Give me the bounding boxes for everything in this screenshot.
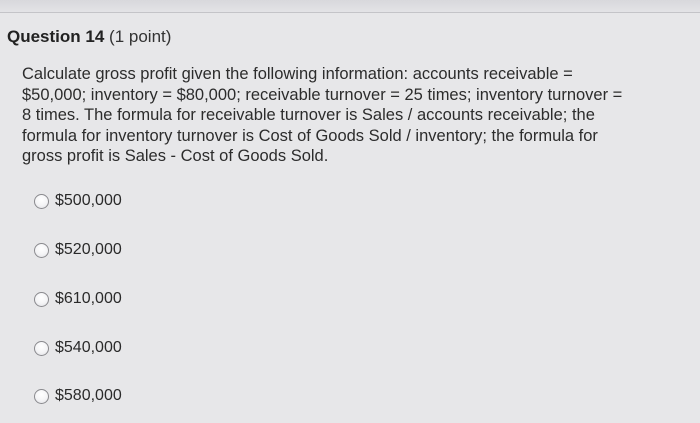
answer-option-label: $540,000 — [55, 339, 122, 356]
question-header — [7, 27, 171, 47]
radio-button[interactable] — [34, 341, 49, 356]
radio-button[interactable] — [34, 292, 49, 307]
answer-option-a[interactable] — [34, 190, 122, 212]
answer-option-b[interactable] — [34, 239, 122, 261]
question-text — [22, 64, 672, 167]
answer-option-label: $580,000 — [55, 387, 122, 404]
question-panel — [0, 13, 700, 423]
question-text-line: 8 times. The formula for receivable turnover is Sales / accounts receivable; the — [22, 106, 595, 124]
answer-option-label: $610,000 — [55, 290, 122, 307]
top-divider — [0, 0, 700, 13]
question-text-line: formula for inventory turnover is Cost of Goods Sold / inventory; the formula for — [22, 126, 598, 145]
question-text-line: Calculate gross profit given the following information: accounts receivable = — [22, 65, 573, 83]
answer-option-label: $520,000 — [55, 241, 122, 258]
question-points: (1 point) — [109, 27, 172, 46]
question-title: Question 14 — [7, 27, 105, 46]
radio-button[interactable] — [34, 194, 49, 209]
radio-button[interactable] — [34, 389, 49, 404]
answer-option-d[interactable] — [34, 337, 122, 359]
question-text-line: $50,000; inventory = $80,000; receivable turnover = 25 times; inventory turnover = — [22, 85, 623, 104]
answer-option-e[interactable] — [34, 385, 122, 407]
answer-option-label: $500,000 — [55, 192, 122, 209]
answer-option-c[interactable] — [34, 288, 122, 310]
question-text-line: gross profit is Sales - Cost of Goods Sold. — [22, 147, 329, 165]
radio-button[interactable] — [34, 243, 49, 258]
